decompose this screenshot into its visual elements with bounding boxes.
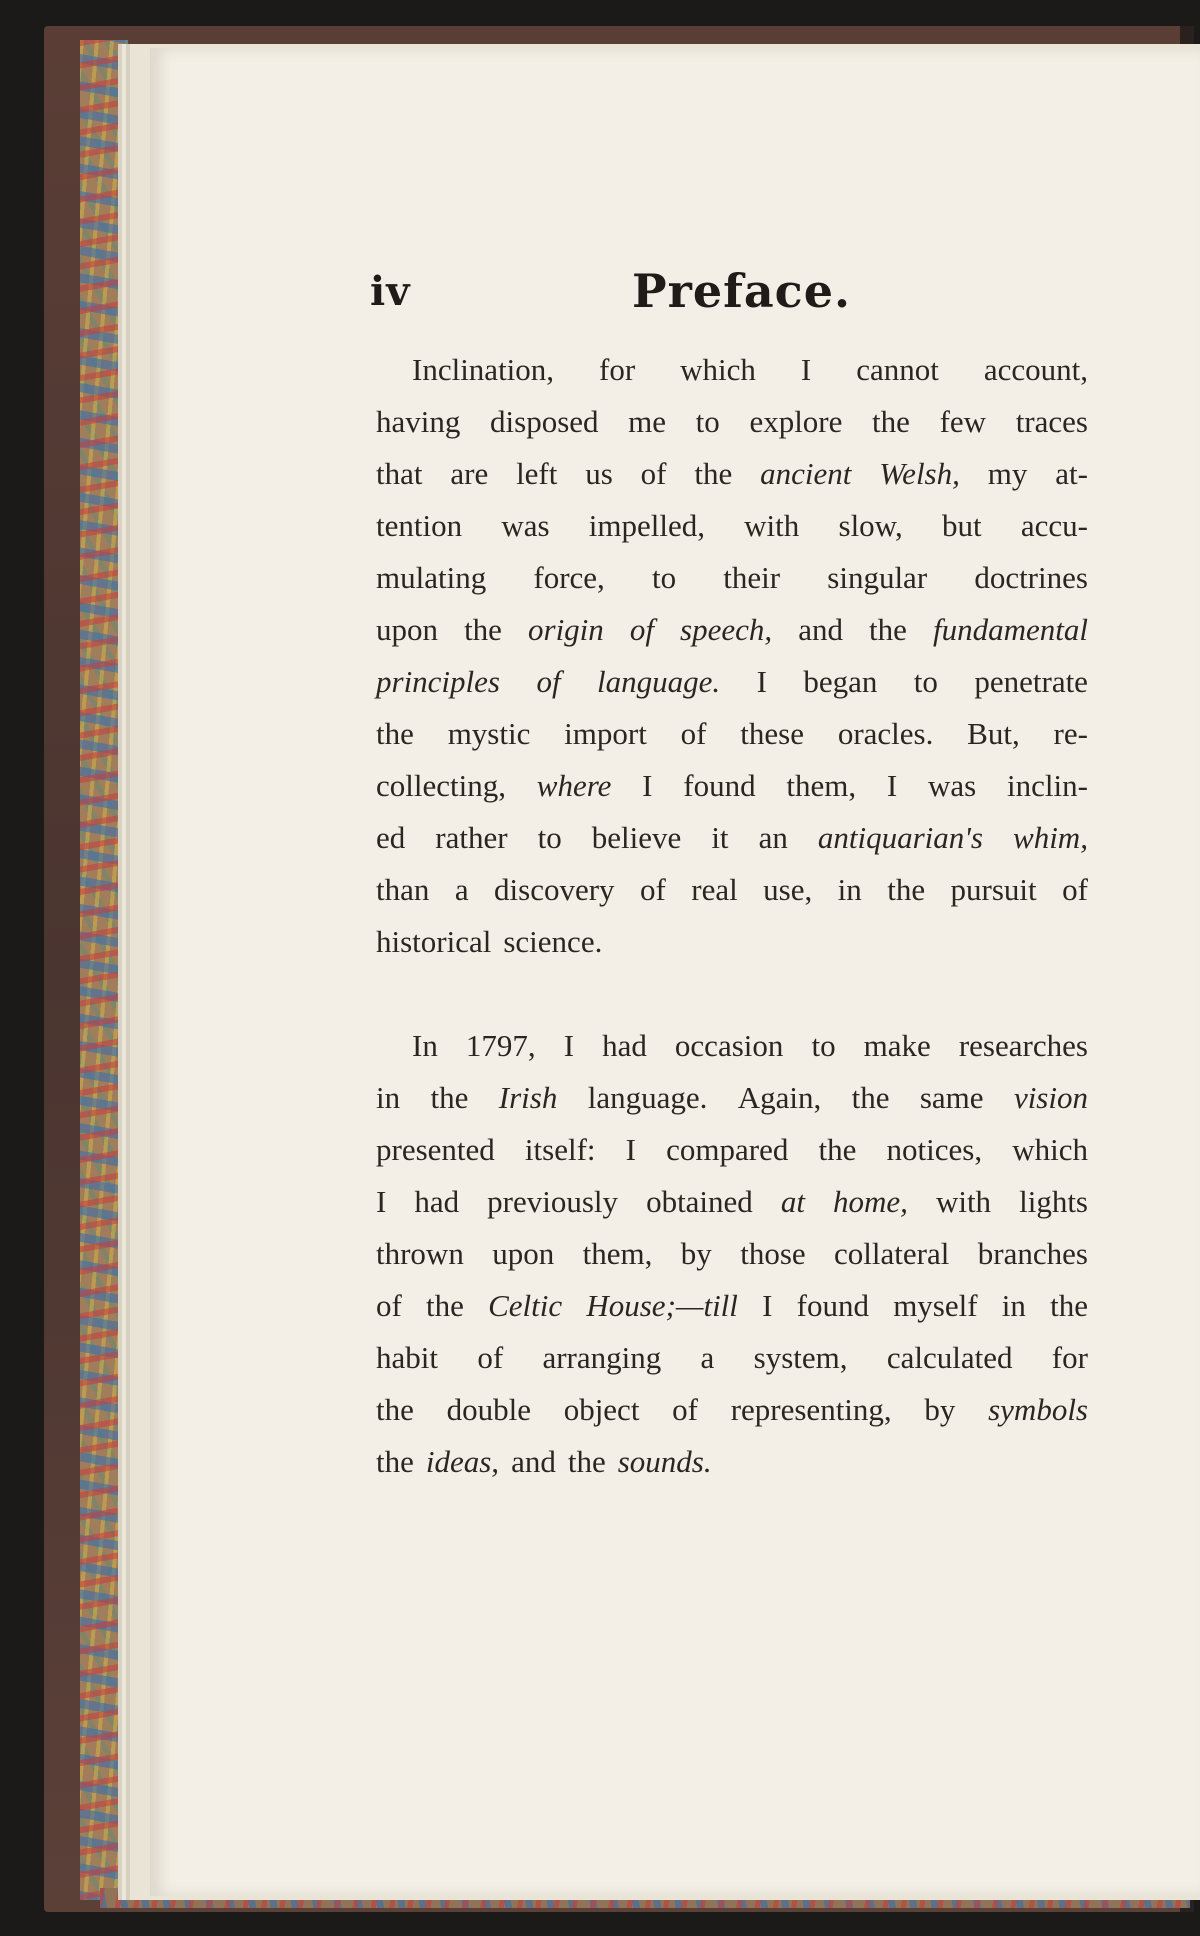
paragraph-gap	[376, 968, 1088, 1020]
text-line: I had previously obtained at home, with lights	[376, 1184, 1088, 1219]
running-title: Preface.	[632, 264, 851, 318]
text-line: habit of arranging a system, calculated for	[376, 1340, 1088, 1375]
text-line: the double object of representing, by symbols	[376, 1392, 1088, 1427]
text-line: In 1797, I had occasion to make researches	[412, 1028, 1088, 1063]
text-line: collecting, where I found them, I was inclin-	[376, 768, 1088, 803]
text-line: upon the origin of speech, and the fundamental	[376, 612, 1088, 647]
text-line: thrown upon them, by those collateral branches	[376, 1236, 1088, 1271]
paragraph-2	[376, 1020, 1088, 1488]
page-header	[370, 264, 1090, 328]
text-line: presented itself: I compared the notices, which	[376, 1132, 1088, 1167]
text-line: in the Irish language. Again, the same vision	[376, 1080, 1088, 1115]
text-line: of the Celtic House;—till I found myself in the	[376, 1288, 1088, 1323]
paragraph-1	[376, 344, 1088, 968]
text-line: having disposed me to explore the few traces	[376, 404, 1088, 439]
text-line: mulating force, to their singular doctrines	[376, 560, 1088, 595]
text-line: that are left us of the ancient Welsh, my at-	[376, 456, 1088, 491]
text-line: ed rather to believe it an antiquarian's whim,	[376, 820, 1088, 855]
text-line: the mystic import of these oracles. But, re-	[376, 716, 1088, 751]
text-line: tention was impelled, with slow, but accu-	[376, 508, 1088, 543]
text-line: Inclination, for which I cannot account,	[412, 352, 1088, 387]
text-line: the ideas, and the sounds.	[376, 1444, 712, 1479]
body-text	[376, 344, 1088, 1488]
page-number: iv	[370, 268, 411, 315]
text-line: principles of language. I began to penetrate	[376, 664, 1088, 699]
text-line: than a discovery of real use, in the pursuit of	[376, 872, 1088, 907]
text-line: historical science.	[376, 924, 603, 959]
